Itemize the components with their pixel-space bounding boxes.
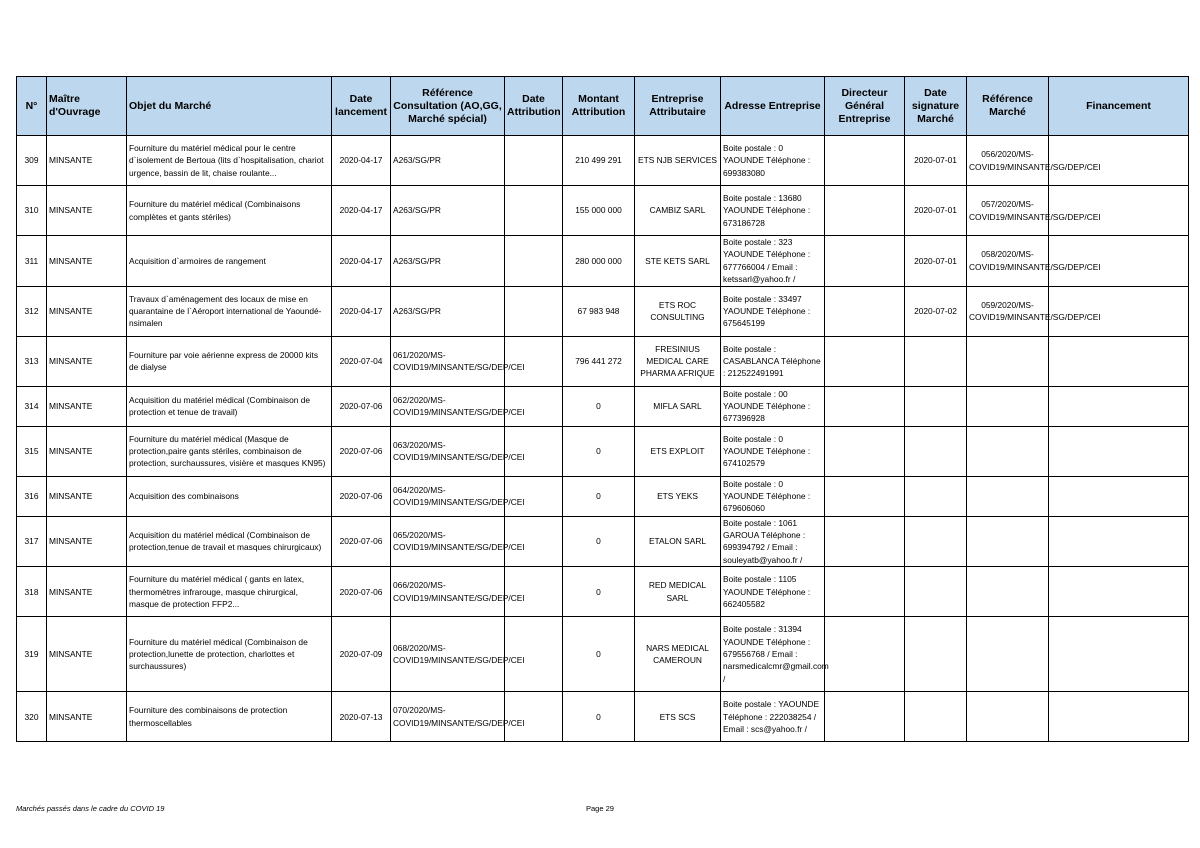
table-row <box>17 426 1189 476</box>
cell-maitre-ouvrage: MINSANTE <box>47 516 127 567</box>
cell-adresse: Boite postale : 0 YAOUNDE Téléphone : 699383080 <box>721 136 825 186</box>
cell-montant: 155 000 000 <box>563 186 635 236</box>
cell-reference-marche <box>967 426 1049 476</box>
cell-directeur <box>825 516 905 567</box>
cell-entreprise: ETS YEKS <box>635 476 721 516</box>
cell-adresse: Boite postale : 0 YAOUNDE Téléphone : 679606060 <box>721 476 825 516</box>
cell-date-attribution <box>505 286 563 336</box>
cell-objet: Acquisition du matériel médical (Combinaison de protection,tenue de travail et masques chirurgicaux) <box>127 516 332 567</box>
cell-date-attribution <box>505 236 563 287</box>
cell-date-signature: 2020-07-01 <box>905 136 967 186</box>
cell-directeur <box>825 186 905 236</box>
cell-date-lancement: 2020-07-06 <box>332 476 391 516</box>
table-body <box>17 136 1189 742</box>
table-row <box>17 286 1189 336</box>
cell-date-lancement: 2020-07-09 <box>332 617 391 692</box>
cell-montant: 0 <box>563 476 635 516</box>
cell-date-lancement: 2020-07-13 <box>332 692 391 742</box>
cell-date-attribution <box>505 567 563 617</box>
cell-directeur <box>825 567 905 617</box>
cell-date-signature <box>905 692 967 742</box>
cell-date-lancement: 2020-07-06 <box>332 516 391 567</box>
cell-objet: Fourniture des combinaisons de protection thermoscellables <box>127 692 332 742</box>
cell-reference-consultation: A263/SG/PR <box>391 286 505 336</box>
col-header-montant: Montant Attribution <box>563 77 635 136</box>
col-header-objet: Objet du Marché <box>127 77 332 136</box>
cell-financement <box>1049 236 1189 287</box>
cell-numero: 309 <box>17 136 47 186</box>
footer-caption: Marchés passés dans le cadre du COVID 19 <box>16 804 165 813</box>
cell-objet: Acquisition du matériel médical (Combinaison de protection et tenue de travail) <box>127 386 332 426</box>
cell-reference-consultation: A263/SG/PR <box>391 186 505 236</box>
col-header-entreprise: Entreprise Attributaire <box>635 77 721 136</box>
cell-date-signature <box>905 426 967 476</box>
cell-maitre-ouvrage: MINSANTE <box>47 336 127 386</box>
cell-reference-consultation: 065/2020/MS-COVID19/MINSANTE/SG/DEP/CEI <box>391 516 505 567</box>
cell-reference-consultation: 066/2020/MS-COVID19/MINSANTE/SG/DEP/CEI <box>391 567 505 617</box>
cell-date-attribution <box>505 692 563 742</box>
cell-reference-marche <box>967 476 1049 516</box>
cell-adresse: Boite postale : YAOUNDE Téléphone : 222038254 / Email : scs@yahoo.fr / <box>721 692 825 742</box>
cell-maitre-ouvrage: MINSANTE <box>47 426 127 476</box>
cell-date-signature <box>905 516 967 567</box>
cell-reference-consultation: 063/2020/MS-COVID19/MINSANTE/SG/DEP/CEI <box>391 426 505 476</box>
cell-date-lancement: 2020-04-17 <box>332 136 391 186</box>
cell-adresse: Boite postale : 1061 GAROUA Téléphone : 699394792 / Email : souleyatb@yahoo.fr / <box>721 516 825 567</box>
cell-montant: 0 <box>563 426 635 476</box>
cell-objet: Acquisition des combinaisons <box>127 476 332 516</box>
cell-adresse: Boite postale : CASABLANCA Téléphone : 212522491991 <box>721 336 825 386</box>
cell-date-signature: 2020-07-01 <box>905 186 967 236</box>
cell-maitre-ouvrage: MINSANTE <box>47 386 127 426</box>
cell-maitre-ouvrage: MINSANTE <box>47 186 127 236</box>
cell-objet: Fourniture du matériel médical (Combinaisons complètes et gants stériles) <box>127 186 332 236</box>
header-row <box>17 77 1189 136</box>
cell-adresse: Boite postale : 323 YAOUNDE Téléphone : 677766004 / Email : ketssarl@yahoo.fr / <box>721 236 825 287</box>
cell-date-signature <box>905 567 967 617</box>
cell-directeur <box>825 236 905 287</box>
cell-montant: 0 <box>563 692 635 742</box>
cell-entreprise: FRESINIUS MEDICAL CARE PHARMA AFRIQUE <box>635 336 721 386</box>
cell-directeur <box>825 336 905 386</box>
cell-adresse: Boite postale : 13680 YAOUNDE Téléphone : 673186728 <box>721 186 825 236</box>
table-row <box>17 186 1189 236</box>
cell-objet: Fourniture du matériel médical (Masque de protection,paire gants stériles, combinaison de protection, surchaussures, visière et masques KN95) <box>127 426 332 476</box>
cell-financement <box>1049 336 1189 386</box>
cell-numero: 313 <box>17 336 47 386</box>
cell-numero: 317 <box>17 516 47 567</box>
cell-entreprise: RED MEDICAL SARL <box>635 567 721 617</box>
cell-date-lancement: 2020-07-06 <box>332 426 391 476</box>
cell-reference-consultation: A263/SG/PR <box>391 136 505 186</box>
cell-financement <box>1049 516 1189 567</box>
cell-adresse: Boite postale : 1105 YAOUNDE Téléphone : 662405582 <box>721 567 825 617</box>
cell-financement <box>1049 567 1189 617</box>
cell-adresse: Boite postale : 0 YAOUNDE Téléphone : 674102579 <box>721 426 825 476</box>
cell-directeur <box>825 476 905 516</box>
cell-montant: 280 000 000 <box>563 236 635 287</box>
cell-objet: Travaux d`aménagement des locaux de mise en quarantaine de l`Aéroport international de Yaoundé-nsimalen <box>127 286 332 336</box>
table-row <box>17 336 1189 386</box>
col-header-directeur: Directeur Général Entreprise <box>825 77 905 136</box>
cell-directeur <box>825 692 905 742</box>
cell-reference-marche <box>967 386 1049 426</box>
cell-date-lancement: 2020-07-06 <box>332 567 391 617</box>
table-row <box>17 692 1189 742</box>
cell-reference-consultation: 070/2020/MS-COVID19/MINSANTE/SG/DEP/CEI <box>391 692 505 742</box>
cell-date-lancement: 2020-07-06 <box>332 386 391 426</box>
cell-date-lancement: 2020-07-04 <box>332 336 391 386</box>
cell-numero: 314 <box>17 386 47 426</box>
cell-reference-consultation: 062/2020/MS-COVID19/MINSANTE/SG/DEP/CEI <box>391 386 505 426</box>
cell-reference-marche <box>967 617 1049 692</box>
cell-date-lancement: 2020-04-17 <box>332 236 391 287</box>
table-row <box>17 567 1189 617</box>
cell-reference-consultation: 064/2020/MS-COVID19/MINSANTE/SG/DEP/CEI <box>391 476 505 516</box>
cell-date-signature <box>905 336 967 386</box>
cell-reference-marche: 056/2020/MS-COVID19/MINSANTE/SG/DEP/CEI <box>967 136 1049 186</box>
cell-numero: 316 <box>17 476 47 516</box>
page-number: Page 29 <box>586 804 614 813</box>
cell-reference-marche <box>967 567 1049 617</box>
cell-entreprise: ETS SCS <box>635 692 721 742</box>
cell-objet: Fourniture du matériel médical (Combinaison de protection,lunette de protection, charlottes et surchaussures) <box>127 617 332 692</box>
cell-date-attribution <box>505 136 563 186</box>
cell-objet: Fourniture par voie aérienne express de 20000 kits de dialyse <box>127 336 332 386</box>
cell-adresse: Boite postale : 00 YAOUNDE Téléphone : 677396928 <box>721 386 825 426</box>
cell-reference-consultation: 068/2020/MS-COVID19/MINSANTE/SG/DEP/CEI <box>391 617 505 692</box>
cell-montant: 0 <box>563 516 635 567</box>
cell-reference-marche <box>967 336 1049 386</box>
table-row <box>17 476 1189 516</box>
col-header-date-signature: Date signature Marché <box>905 77 967 136</box>
table-row <box>17 386 1189 426</box>
cell-financement <box>1049 186 1189 236</box>
cell-montant: 0 <box>563 617 635 692</box>
table-row <box>17 617 1189 692</box>
cell-financement <box>1049 692 1189 742</box>
table-row <box>17 136 1189 186</box>
cell-numero: 311 <box>17 236 47 287</box>
cell-directeur <box>825 286 905 336</box>
cell-objet: Fourniture du matériel médical ( gants en latex, thermomètres infrarouge, masque chirurgical, masque de protection FFP2... <box>127 567 332 617</box>
cell-maitre-ouvrage: MINSANTE <box>47 286 127 336</box>
col-header-financement: Financement <box>1049 77 1189 136</box>
cell-directeur <box>825 617 905 692</box>
cell-date-signature <box>905 617 967 692</box>
cell-entreprise: ETS NJB SERVICES <box>635 136 721 186</box>
cell-montant: 67 983 948 <box>563 286 635 336</box>
col-header-date-attribution: Date Attribution <box>505 77 563 136</box>
col-header-reference-consultation: Référence Consultation (AO,GG, Marché spécial) <box>391 77 505 136</box>
cell-entreprise: CAMBIZ SARL <box>635 186 721 236</box>
cell-numero: 315 <box>17 426 47 476</box>
cell-reference-marche: 058/2020/MS-COVID19/MINSANTE/SG/DEP/CEI <box>967 236 1049 287</box>
contracts-table <box>16 76 1189 742</box>
cell-entreprise: ETS EXPLOIT <box>635 426 721 476</box>
cell-entreprise: ETALON SARL <box>635 516 721 567</box>
cell-reference-marche <box>967 692 1049 742</box>
cell-reference-marche: 057/2020/MS-COVID19/MINSANTE/SG/DEP/CEI <box>967 186 1049 236</box>
cell-date-signature: 2020-07-01 <box>905 236 967 287</box>
cell-reference-consultation: 061/2020/MS-COVID19/MINSANTE/SG/DEP/CEI <box>391 336 505 386</box>
cell-numero: 318 <box>17 567 47 617</box>
cell-maitre-ouvrage: MINSANTE <box>47 617 127 692</box>
cell-reference-marche <box>967 516 1049 567</box>
cell-montant: 210 499 291 <box>563 136 635 186</box>
cell-directeur <box>825 426 905 476</box>
cell-maitre-ouvrage: MINSANTE <box>47 567 127 617</box>
table-row <box>17 516 1189 567</box>
cell-montant: 796 441 272 <box>563 336 635 386</box>
cell-date-lancement: 2020-04-17 <box>332 286 391 336</box>
cell-financement <box>1049 136 1189 186</box>
cell-entreprise: ETS ROC CONSULTING <box>635 286 721 336</box>
cell-numero: 310 <box>17 186 47 236</box>
cell-date-signature <box>905 476 967 516</box>
col-header-numero: N° <box>17 77 47 136</box>
cell-numero: 320 <box>17 692 47 742</box>
cell-financement <box>1049 617 1189 692</box>
col-header-date-lancement: Date lancement <box>332 77 391 136</box>
col-header-reference-marche: Référence Marché <box>967 77 1049 136</box>
cell-directeur <box>825 386 905 426</box>
cell-objet: Fourniture du matériel médical pour le centre d`isolement de Bertoua (lits d`hospitalisation, chariot urgence, bassin de lit, chaise roulante... <box>127 136 332 186</box>
cell-reference-consultation: A263/SG/PR <box>391 236 505 287</box>
cell-directeur <box>825 136 905 186</box>
cell-date-signature: 2020-07-02 <box>905 286 967 336</box>
cell-date-attribution <box>505 186 563 236</box>
cell-maitre-ouvrage: MINSANTE <box>47 476 127 516</box>
cell-maitre-ouvrage: MINSANTE <box>47 692 127 742</box>
cell-financement <box>1049 476 1189 516</box>
cell-date-lancement: 2020-04-17 <box>332 186 391 236</box>
cell-reference-marche: 059/2020/MS-COVID19/MINSANTE/SG/DEP/CEI <box>967 286 1049 336</box>
cell-entreprise: STE KETS SARL <box>635 236 721 287</box>
cell-montant: 0 <box>563 386 635 426</box>
table-row <box>17 236 1189 287</box>
cell-financement <box>1049 426 1189 476</box>
cell-date-signature <box>905 386 967 426</box>
col-header-maitre-ouvrage: Maître d'Ouvrage <box>47 77 127 136</box>
cell-montant: 0 <box>563 567 635 617</box>
cell-numero: 312 <box>17 286 47 336</box>
col-header-adresse: Adresse Entreprise <box>721 77 825 136</box>
cell-entreprise: MIFLA SARL <box>635 386 721 426</box>
cell-entreprise: NARS MEDICAL CAMEROUN <box>635 617 721 692</box>
cell-objet: Acquisition d`armoires de rangement <box>127 236 332 287</box>
cell-adresse: Boite postale : 31394 YAOUNDE Téléphone : 679556768 / Email : narsmedicalcmr@gmail.com / <box>721 617 825 692</box>
cell-maitre-ouvrage: MINSANTE <box>47 136 127 186</box>
cell-adresse: Boite postale : 33497 YAOUNDE Téléphone : 675645199 <box>721 286 825 336</box>
cell-numero: 319 <box>17 617 47 692</box>
cell-financement <box>1049 386 1189 426</box>
cell-maitre-ouvrage: MINSANTE <box>47 236 127 287</box>
